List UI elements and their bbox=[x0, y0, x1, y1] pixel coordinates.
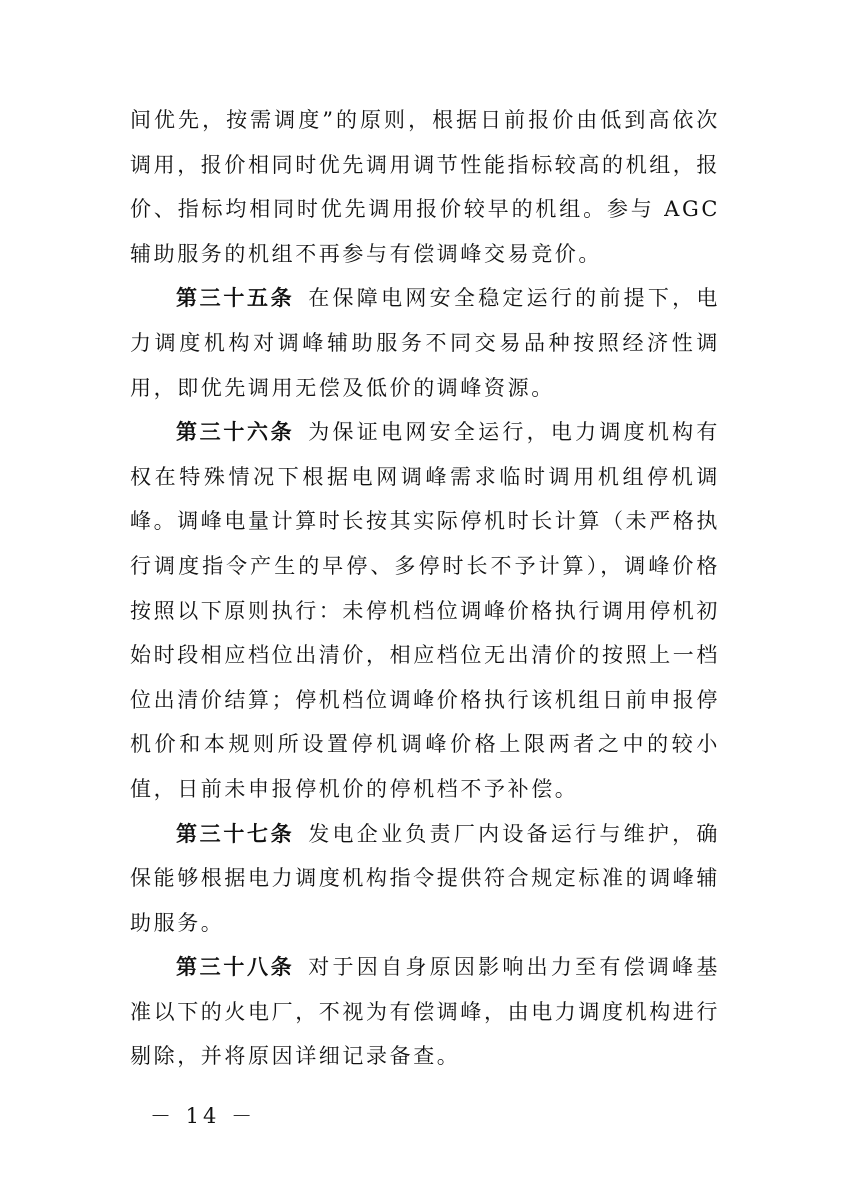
article-37 bbox=[130, 812, 720, 946]
article-number: 第三十七条 bbox=[176, 821, 295, 846]
article-text: 对于因自身原因影响出力至有偿调峰基准以下的火电厂，不视为有偿调峰，由电力调度机构进行剔除，并将原因详细记录备查。 bbox=[130, 955, 721, 1069]
article-text: 为保证电网安全运行，电力调度机构有权在特殊情况下根据电网调峰需求临时调用机组停机调峰。调峰电量计算时长按其实际停机时长计算（未严格执行调度指令产生的早停、多停时长不予计算），调峰价格按照以下原则执行：未停机档位调峰价格执行调用停机初始时段相应档位出清价，相应档位无出清价的按照上一档位出清价结算；停机档位调峰价格执行该机组日前申报停机价和本规则所设置停机调峰价格上限两者之中的较小值，日前未申报停机价的停机档不予补偿。 bbox=[130, 420, 721, 801]
article-38 bbox=[130, 945, 720, 1079]
document-body bbox=[130, 98, 720, 1079]
article-text: 发电企业负责厂内设备运行与维护，确保能够根据电力调度机构指令提供符合规定标准的调峰辅助服务。 bbox=[130, 821, 721, 935]
page-number: － 14 － bbox=[150, 1104, 257, 1128]
article-number: 第三十六条 bbox=[176, 420, 295, 445]
article-number: 第三十八条 bbox=[176, 955, 295, 980]
article-36 bbox=[130, 410, 720, 811]
article-number: 第三十五条 bbox=[176, 286, 295, 311]
continued-paragraph: 间优先，按需调度”的原则，根据日前报价由低到高依次调用，报价相同时优先调用调节性能指标较高的机组，报价、指标均相同时优先调用报价较早的机组。参与 AGC 辅助服务的机组不再参与有偿调峰交易竞价。 bbox=[130, 108, 720, 266]
article-text: 在保障电网安全稳定运行的前提下，电力调度机构对调峰辅助服务不同交易品种按照经济性调用，即优先调用无偿及低价的调峰资源。 bbox=[130, 286, 721, 400]
article-35 bbox=[130, 276, 720, 410]
